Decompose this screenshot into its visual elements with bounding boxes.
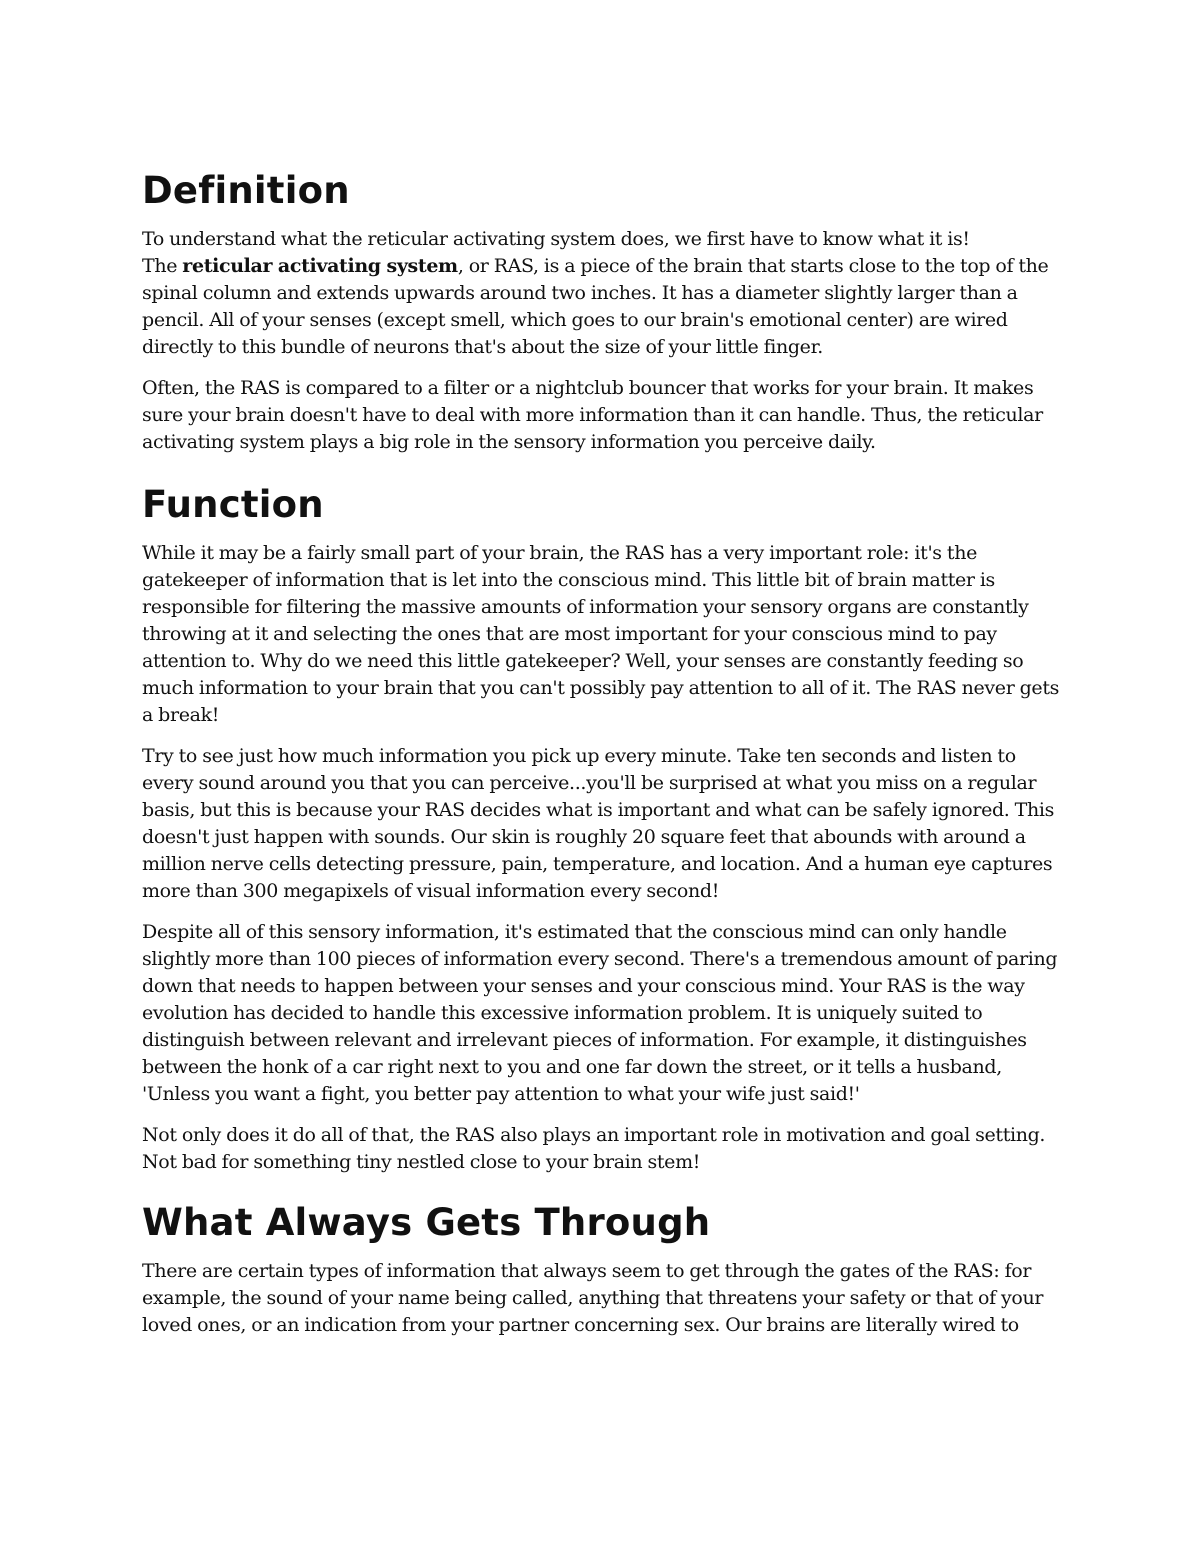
heading-definition: Definition — [142, 169, 350, 212]
heading-function: Function — [142, 483, 324, 526]
function-paragraph-3: Despite all of this sensory information, it's estimated that the conscious mind can only handle slightly more than 100 pieces of information every second. There's a tremendous amount of paring down that needs to happen between your senses and your conscious mind. Your RAS is the way evolution has decided to handle this excessive information problem. It is uniquely suited to distinguish between relevant and irrelevant pieces of information. For example, it distinguishes between the honk of a car right next to you and one far down the street, or it tells a husband, 'Unless you want a fight, you better pay attention to what your wife just said!' — [142, 921, 1058, 1105]
function-paragraph-1: While it may be a fairly small part of your brain, the RAS has a very important role: it's the gatekeeper of information that is let into the conscious mind. This little bit of brain matter is responsible for filtering the massive amounts of information your sensory organs are constantly throwing at it and selecting the ones that are most important for your conscious mind to pay attention to. Why do we need this little gatekeeper? Well, your senses are constantly feeding so much information to your brain that you can't possibly pay attention to all of it. The RAS never gets a break! — [142, 542, 1060, 726]
definition-paragraph-2: Often, the RAS is compared to a filter or a nightclub bouncer that works for your brain. It makes sure your brain doesn't have to deal with more information than it can handle. Thus, the reticular activating system plays a big role in the sensory information you perceive daily. — [142, 377, 1043, 453]
document-page — [142, 168, 1067, 1353]
through-paragraph-1: There are certain types of information that always seem to get through the gates of the RAS: for example, the sound of your name being called, anything that threatens your safety or that of your loved ones, or an indication from your partner concerning sex. Our brains are literally wired to — [142, 1260, 1044, 1336]
heading-what-always-gets-through: What Always Gets Through — [142, 1201, 711, 1244]
function-paragraph-2: Try to see just how much information you pick up every minute. Take ten seconds and listen to every sound around you that you can perceive...you'll be surprised at what you miss on a regular basis, but this is because your RAS decides what is important and what can be safely ignored. This doesn't just happen with sounds. Our skin is roughly 20 square feet that abounds with around a million nerve cells detecting pressure, pain, temperature, and location. And a human eye captures more than 300 megapixels of visual information every second! — [142, 745, 1055, 902]
term-reticular-activating-system: reticular activating system — [182, 255, 458, 277]
definition-p1-prefix: The — [142, 255, 183, 277]
section-definition — [142, 168, 1067, 456]
section-function — [142, 482, 1067, 1176]
function-paragraph-4: Not only does it do all of that, the RAS also plays an important role in motivation and goal setting. Not bad for something tiny nestled close to your brain stem! — [142, 1124, 1046, 1173]
definition-p1-suffix: , or RAS, is a piece of the brain that starts close to the top of the spinal column and extends upwards around two inches. It has a diameter slightly larger than a pencil. All of your senses (except smell, which goes to our brain's emotional center) are wired directly to this bundle of neurons that's about the size of your little finger. — [142, 255, 1049, 358]
definition-intro: To understand what the reticular activating system does, we first have to know what it is! — [142, 228, 970, 250]
definition-paragraph-1 — [142, 253, 1067, 361]
section-what-always-gets-through — [142, 1200, 1067, 1339]
